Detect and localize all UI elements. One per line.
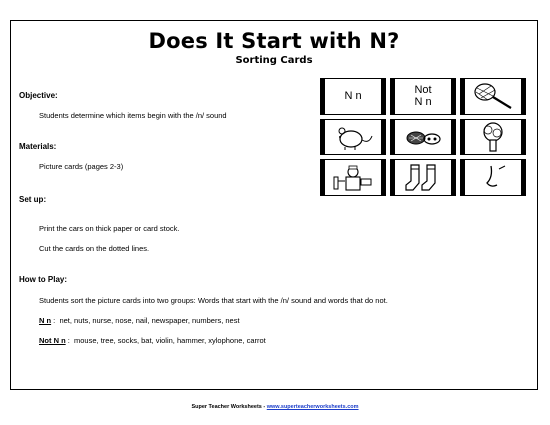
howto-text: Students sort the picture cards into two groups: Words that start with the /n/ sound and words that do not. [39,296,388,305]
card-mouse [320,119,386,156]
objective-text: Students determine which items begin with the /n/ sound [39,111,227,120]
card-grid [320,78,526,196]
card-not-n-n [390,78,456,115]
materials-text: Picture cards (pages 2-3) [39,162,124,171]
setup-heading: Set up: [19,195,47,204]
footer-link[interactable]: www.superteacherworksheets.com [266,404,359,410]
card-not-label: Not [414,83,432,96]
footer-prefix: Super Teacher Worksheets - [191,404,267,410]
notn-words: mouse, tree, socks, bat, violin, hammer, xylophone, carrot [74,336,266,345]
page-title: Does It Start with N? [148,29,400,53]
card-tree [460,119,526,156]
tree-icon [471,121,515,153]
nose-icon [471,163,515,193]
footer [0,404,550,410]
card-socks [390,159,456,196]
net-icon [471,81,515,111]
nurse-icon [331,163,375,193]
card-n-n-label: N n [344,90,362,102]
n-label: N n [39,316,52,325]
card-nose [460,159,526,196]
howto-heading: How to Play: [19,275,68,284]
card-n-n [320,78,386,115]
mouse-icon [331,122,375,152]
notn-label: Not N n [39,336,66,345]
worksheet-frame [10,20,538,390]
card-net [460,78,526,115]
notn-words-line: Not N n : mouse, tree, socks, bat, violin, hammer, xylophone, carrot [39,336,266,345]
n-words: net, nuts, nurse, nose, nail, newspaper, numbers, nest [59,316,240,325]
nuts-icon [401,122,445,152]
setup-line-1: Print the cars on thick paper or card stock. [39,224,180,233]
card-not-n-n-label: N n [414,96,432,109]
objective-heading: Objective: [19,91,58,100]
card-nuts [390,119,456,156]
page-subtitle: Sorting Cards [235,55,313,66]
setup-line-2: Cut the cards on the dotted lines. [39,244,150,253]
socks-icon [401,163,445,193]
materials-heading: Materials: [19,142,57,151]
n-words-line: N n : net, nuts, nurse, nose, nail, newspaper, numbers, nest [39,316,240,325]
card-nurse [320,159,386,196]
